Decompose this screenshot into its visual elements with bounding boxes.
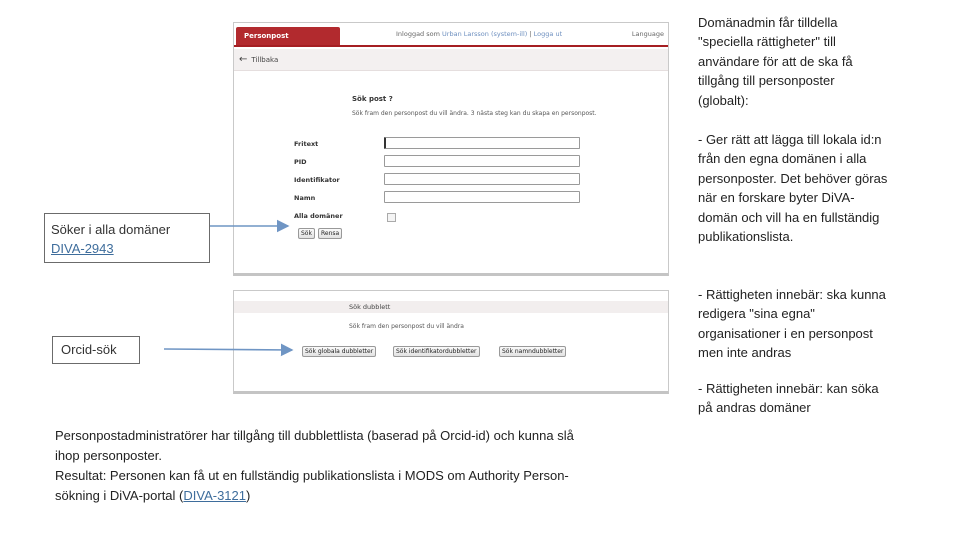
right-text-1: Domänadmin får tilldella "speciella rättigheter" till användare för att de ska få tillgång till personposter (globalt):	[698, 15, 853, 108]
bottom-text-line2: Resultat: Personen kan få ut en fullständig publikationslista i MODS om Authority Person-sökning i DiVA-portal (DIVA-3121)	[55, 468, 569, 503]
arrow-to-duplicate-buttons	[164, 349, 292, 350]
login-info: Inloggad som Urban Larsson (system-ill) | Logga ut	[396, 30, 563, 38]
global-duplicates-button[interactable]: Sök globala dubbletter	[302, 346, 376, 357]
name-duplicates-button[interactable]: Sök namndubbletter	[499, 346, 566, 357]
search-description: Sök fram den personpost du vill ändra. 3 nästa steg kan du skapa en personpost.	[352, 110, 597, 117]
duplicate-description: Sök fram den personpost du vill ändra	[349, 323, 464, 330]
callout-orcid: Orcid-sök	[52, 336, 140, 364]
diva-3121-link[interactable]: DIVA-3121	[183, 488, 247, 503]
field-label-namn: Namn	[294, 194, 316, 202]
back-label: Tillbaka	[251, 56, 279, 64]
field-label-alla-domaner: Alla domäner	[294, 212, 343, 220]
callout-all-domains-text: Söker i alla domäner	[51, 222, 171, 237]
right-text-4: - Rättigheten innebär: kan söka på andras domäner	[698, 381, 879, 416]
logout-link[interactable]: Logga ut	[533, 30, 563, 38]
right-text-2: - Ger rätt att lägga till lokala id:n från den egna domänen i alla personposter. Det behöver göras när en forskare byter DiVA-domän och vill ha en fullständig publikationslista.	[698, 132, 888, 245]
tab-personpost[interactable]: Personpost	[236, 27, 340, 45]
reset-button[interactable]: Rensa	[318, 228, 342, 239]
field-label-identifikator: Identifikator	[294, 176, 340, 184]
right-text-3: - Rättigheten innebär: ska kunna redigera "sina egna" organisationer i en personpost men inte andras	[698, 287, 886, 361]
login-user-link[interactable]: Urban Larsson (system-ill)	[442, 30, 528, 38]
language-link[interactable]: Language	[631, 30, 664, 38]
diva-2943-link[interactable]: DIVA-2943	[51, 241, 114, 256]
identifier-duplicates-button[interactable]: Sök identifikatordubbletter	[393, 346, 480, 357]
bottom-text-line1: Personpostadministratörer har tillgång till dubblettlista (baserad på Orcid-id) och kunna slå ihop personposter.	[55, 428, 574, 463]
search-heading: Sök post ?	[352, 95, 393, 103]
bottom-text	[55, 426, 595, 506]
field-label-fritext: Fritext	[294, 140, 319, 148]
duplicate-heading: Sök dubblett	[234, 301, 668, 313]
search-button[interactable]: Sök	[298, 228, 315, 239]
field-label-pid: PID	[294, 158, 307, 166]
arrow-left-icon: ←	[239, 54, 248, 65]
